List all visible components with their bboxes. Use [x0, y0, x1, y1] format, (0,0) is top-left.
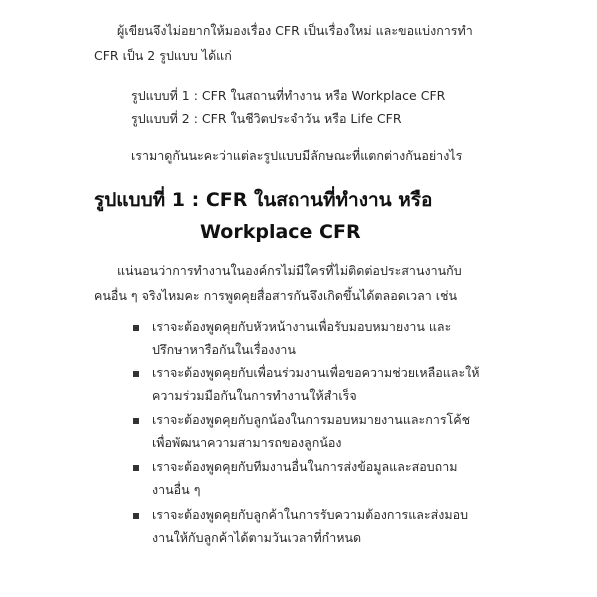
format-item-1: รูปแบบที่ 1 : CFR ในสถานที่ทำงาน หรือ Workplace CFR: [131, 88, 446, 103]
transition-text: เรามาดูกันนะคะว่าแต่ละรูปแบบมีลักษณะที่แตกต่างกันอย่างไร: [131, 148, 463, 163]
intro-line-1: ผู้เขียนจึงไม่อยากให้มองเรื่อง CFR เป็นเรื่องใหม่ และขอแบ่งการทำ: [117, 23, 473, 38]
bullet-line-2: เพื่อพัฒนาความสามารถของลูกน้อง: [152, 435, 342, 450]
bullet-line-2: งานให้กับลูกค้าได้ตามวันเวลาที่กำหนด: [152, 530, 362, 545]
bullet-line-1: เราจะต้องพูดคุยกับลูกน้องในการมอบหมายงานและการโค้ช: [152, 412, 471, 427]
bullet-line-1: เราจะต้องพูดคุยกับทีมงานอื่นในการส่งข้อมูลและสอบถาม: [152, 459, 458, 474]
bullet-square-icon: [133, 418, 139, 424]
bullet-line-1: เราจะต้องพูดคุยกับลูกค้าในการรับความต้องการและส่งมอบ: [152, 507, 469, 522]
bullet-square-icon: [133, 325, 139, 331]
section-heading-line-1: รูปแบบที่ 1 : CFR ในสถานที่ทำงาน หรือ: [94, 189, 433, 211]
format-item-2: รูปแบบที่ 2 : CFR ในชีวิตประจำวัน หรือ Life CFR: [131, 111, 402, 126]
bullet-line-2: งานอื่น ๆ: [152, 482, 201, 497]
body-line-2: คนอื่น ๆ จริงไหมคะ การพูดคุยสื่อสารกันจึงเกิดขึ้นได้ตลอดเวลา เช่น: [94, 288, 458, 303]
intro-line-2: CFR เป็น 2 รูปแบบ ได้แก่: [94, 48, 232, 63]
bullet-square-icon: [133, 465, 139, 471]
bullet-square-icon: [133, 513, 139, 519]
body-line-1: แน่นอนว่าการทำงานในองค์กรไม่มีใครที่ไม่ติดต่อประสานงานกับ: [117, 263, 462, 278]
section-heading-line-2: Workplace CFR: [200, 221, 361, 243]
bullet-line-2: ความร่วมมือกันในการทำงานให้สำเร็จ: [152, 388, 357, 403]
bullet-line-2: ปรึกษาหารือกันในเรื่องงาน: [152, 342, 296, 357]
bullet-line-1: เราจะต้องพูดคุยกับหัวหน้างานเพื่อรับมอบหมายงาน และ: [152, 319, 452, 334]
bullet-square-icon: [133, 371, 139, 377]
bullet-line-1: เราจะต้องพูดคุยกับเพื่อนร่วมงานเพื่อขอความช่วยเหลือและให้: [152, 365, 480, 380]
